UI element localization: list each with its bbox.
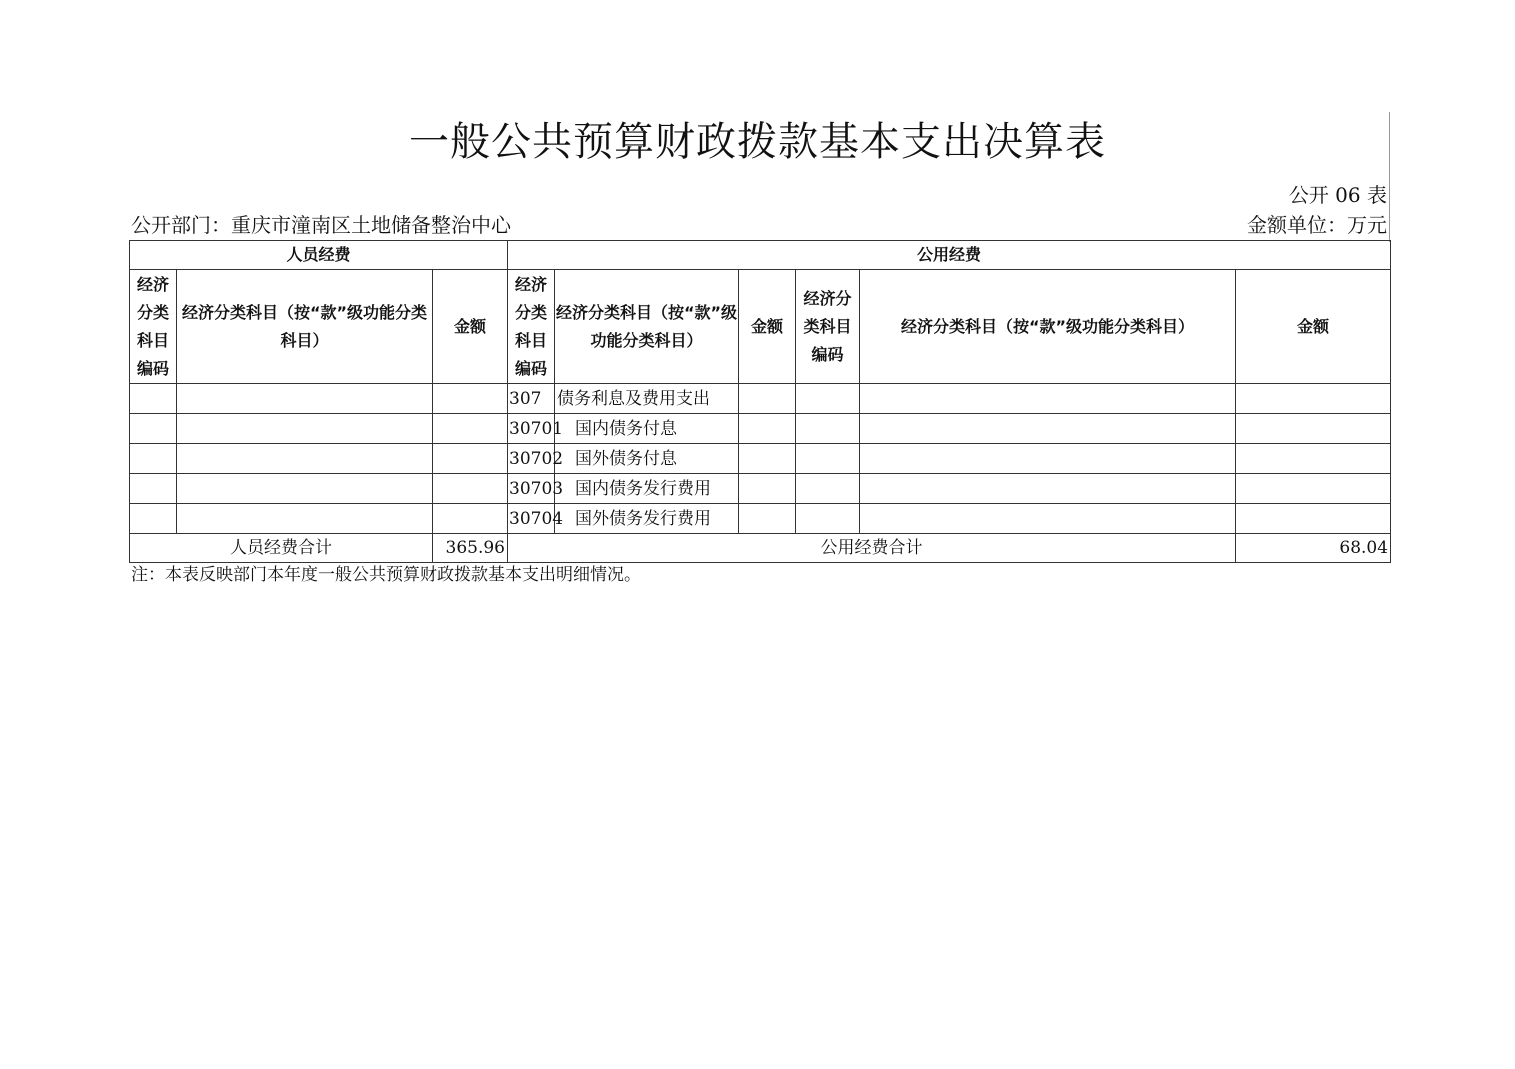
column-header-code: 经济分类科目编码	[796, 270, 860, 384]
footnote: 注：本表反映部门本年度一般公共预算财政拨款基本支出明细情况。	[131, 565, 641, 585]
row-code: 30701	[508, 414, 555, 444]
group-header-personnel: 人员经费	[130, 241, 508, 270]
table-cell	[177, 444, 433, 474]
table-cell	[433, 504, 508, 534]
table-cell	[177, 504, 433, 534]
table-cell	[1236, 414, 1391, 444]
table-cell	[1236, 444, 1391, 474]
table-cell	[860, 414, 1236, 444]
table-cell	[130, 384, 177, 414]
column-header-code: 经济分类科目编码	[130, 270, 177, 384]
table-row	[130, 414, 1391, 444]
personnel-total-value: 365.96	[433, 534, 508, 563]
table-cell	[130, 444, 177, 474]
column-header-code: 经济分类科目编码	[508, 270, 555, 384]
table-cell	[1236, 504, 1391, 534]
table-cell	[433, 474, 508, 504]
column-header-amount: 金额	[433, 270, 508, 384]
row-item: 债务利息及费用支出	[555, 384, 739, 414]
table-cell	[130, 504, 177, 534]
department-label: 公开部门：重庆市潼南区土地储备整治中心	[131, 213, 511, 237]
table-cell	[433, 444, 508, 474]
table-cell	[1236, 474, 1391, 504]
table-cell	[860, 444, 1236, 474]
table-cell	[177, 414, 433, 444]
table-cell	[739, 384, 796, 414]
table-cell	[796, 474, 860, 504]
table-cell	[739, 474, 796, 504]
row-item: 国外债务发行费用	[555, 504, 739, 534]
table-row	[130, 384, 1391, 414]
row-item: 国内债务发行费用	[555, 474, 739, 504]
column-header-item: 经济分类科目（按“款”级功能分类科目）	[860, 270, 1236, 384]
page-title: 一般公共预算财政拨款基本支出决算表	[409, 119, 1106, 165]
table-cell	[130, 414, 177, 444]
table-cell	[739, 414, 796, 444]
form-number: 公开 06 表	[1288, 183, 1387, 207]
column-header-item: 经济分类科目（按“款”级功能分类科目）	[177, 270, 433, 384]
public-total-value: 68.04	[1236, 534, 1391, 563]
personnel-total-label: 人员经费合计	[130, 534, 433, 563]
table-cell	[796, 444, 860, 474]
group-header-public: 公用经费	[508, 241, 1391, 270]
column-header-amount: 金额	[1236, 270, 1391, 384]
table-cell	[130, 474, 177, 504]
row-item: 国内债务付息	[555, 414, 739, 444]
table-cell	[796, 384, 860, 414]
table-cell	[177, 384, 433, 414]
column-header-amount: 金额	[739, 270, 796, 384]
table-cell	[739, 444, 796, 474]
table-cell	[796, 504, 860, 534]
table-cell	[1236, 384, 1391, 414]
table-cell	[796, 414, 860, 444]
row-code: 30703	[508, 474, 555, 504]
row-code: 307	[508, 384, 555, 414]
table-row	[130, 504, 1391, 534]
table-cell	[860, 504, 1236, 534]
public-total-label: 公用经费合计	[508, 534, 1236, 563]
row-item: 国外债务付息	[555, 444, 739, 474]
table-cell	[739, 504, 796, 534]
row-code: 30702	[508, 444, 555, 474]
table-row	[130, 444, 1391, 474]
unit-label: 金额单位：万元	[1247, 213, 1387, 237]
budget-table	[129, 240, 1391, 563]
table-cell	[860, 474, 1236, 504]
total-row	[130, 534, 1391, 563]
table-cell	[860, 384, 1236, 414]
table-cell	[433, 414, 508, 444]
table-cell	[177, 474, 433, 504]
column-header-item: 经济分类科目（按“款”级功能分类科目）	[555, 270, 739, 384]
table-row	[130, 474, 1391, 504]
table-cell	[433, 384, 508, 414]
row-code: 30704	[508, 504, 555, 534]
